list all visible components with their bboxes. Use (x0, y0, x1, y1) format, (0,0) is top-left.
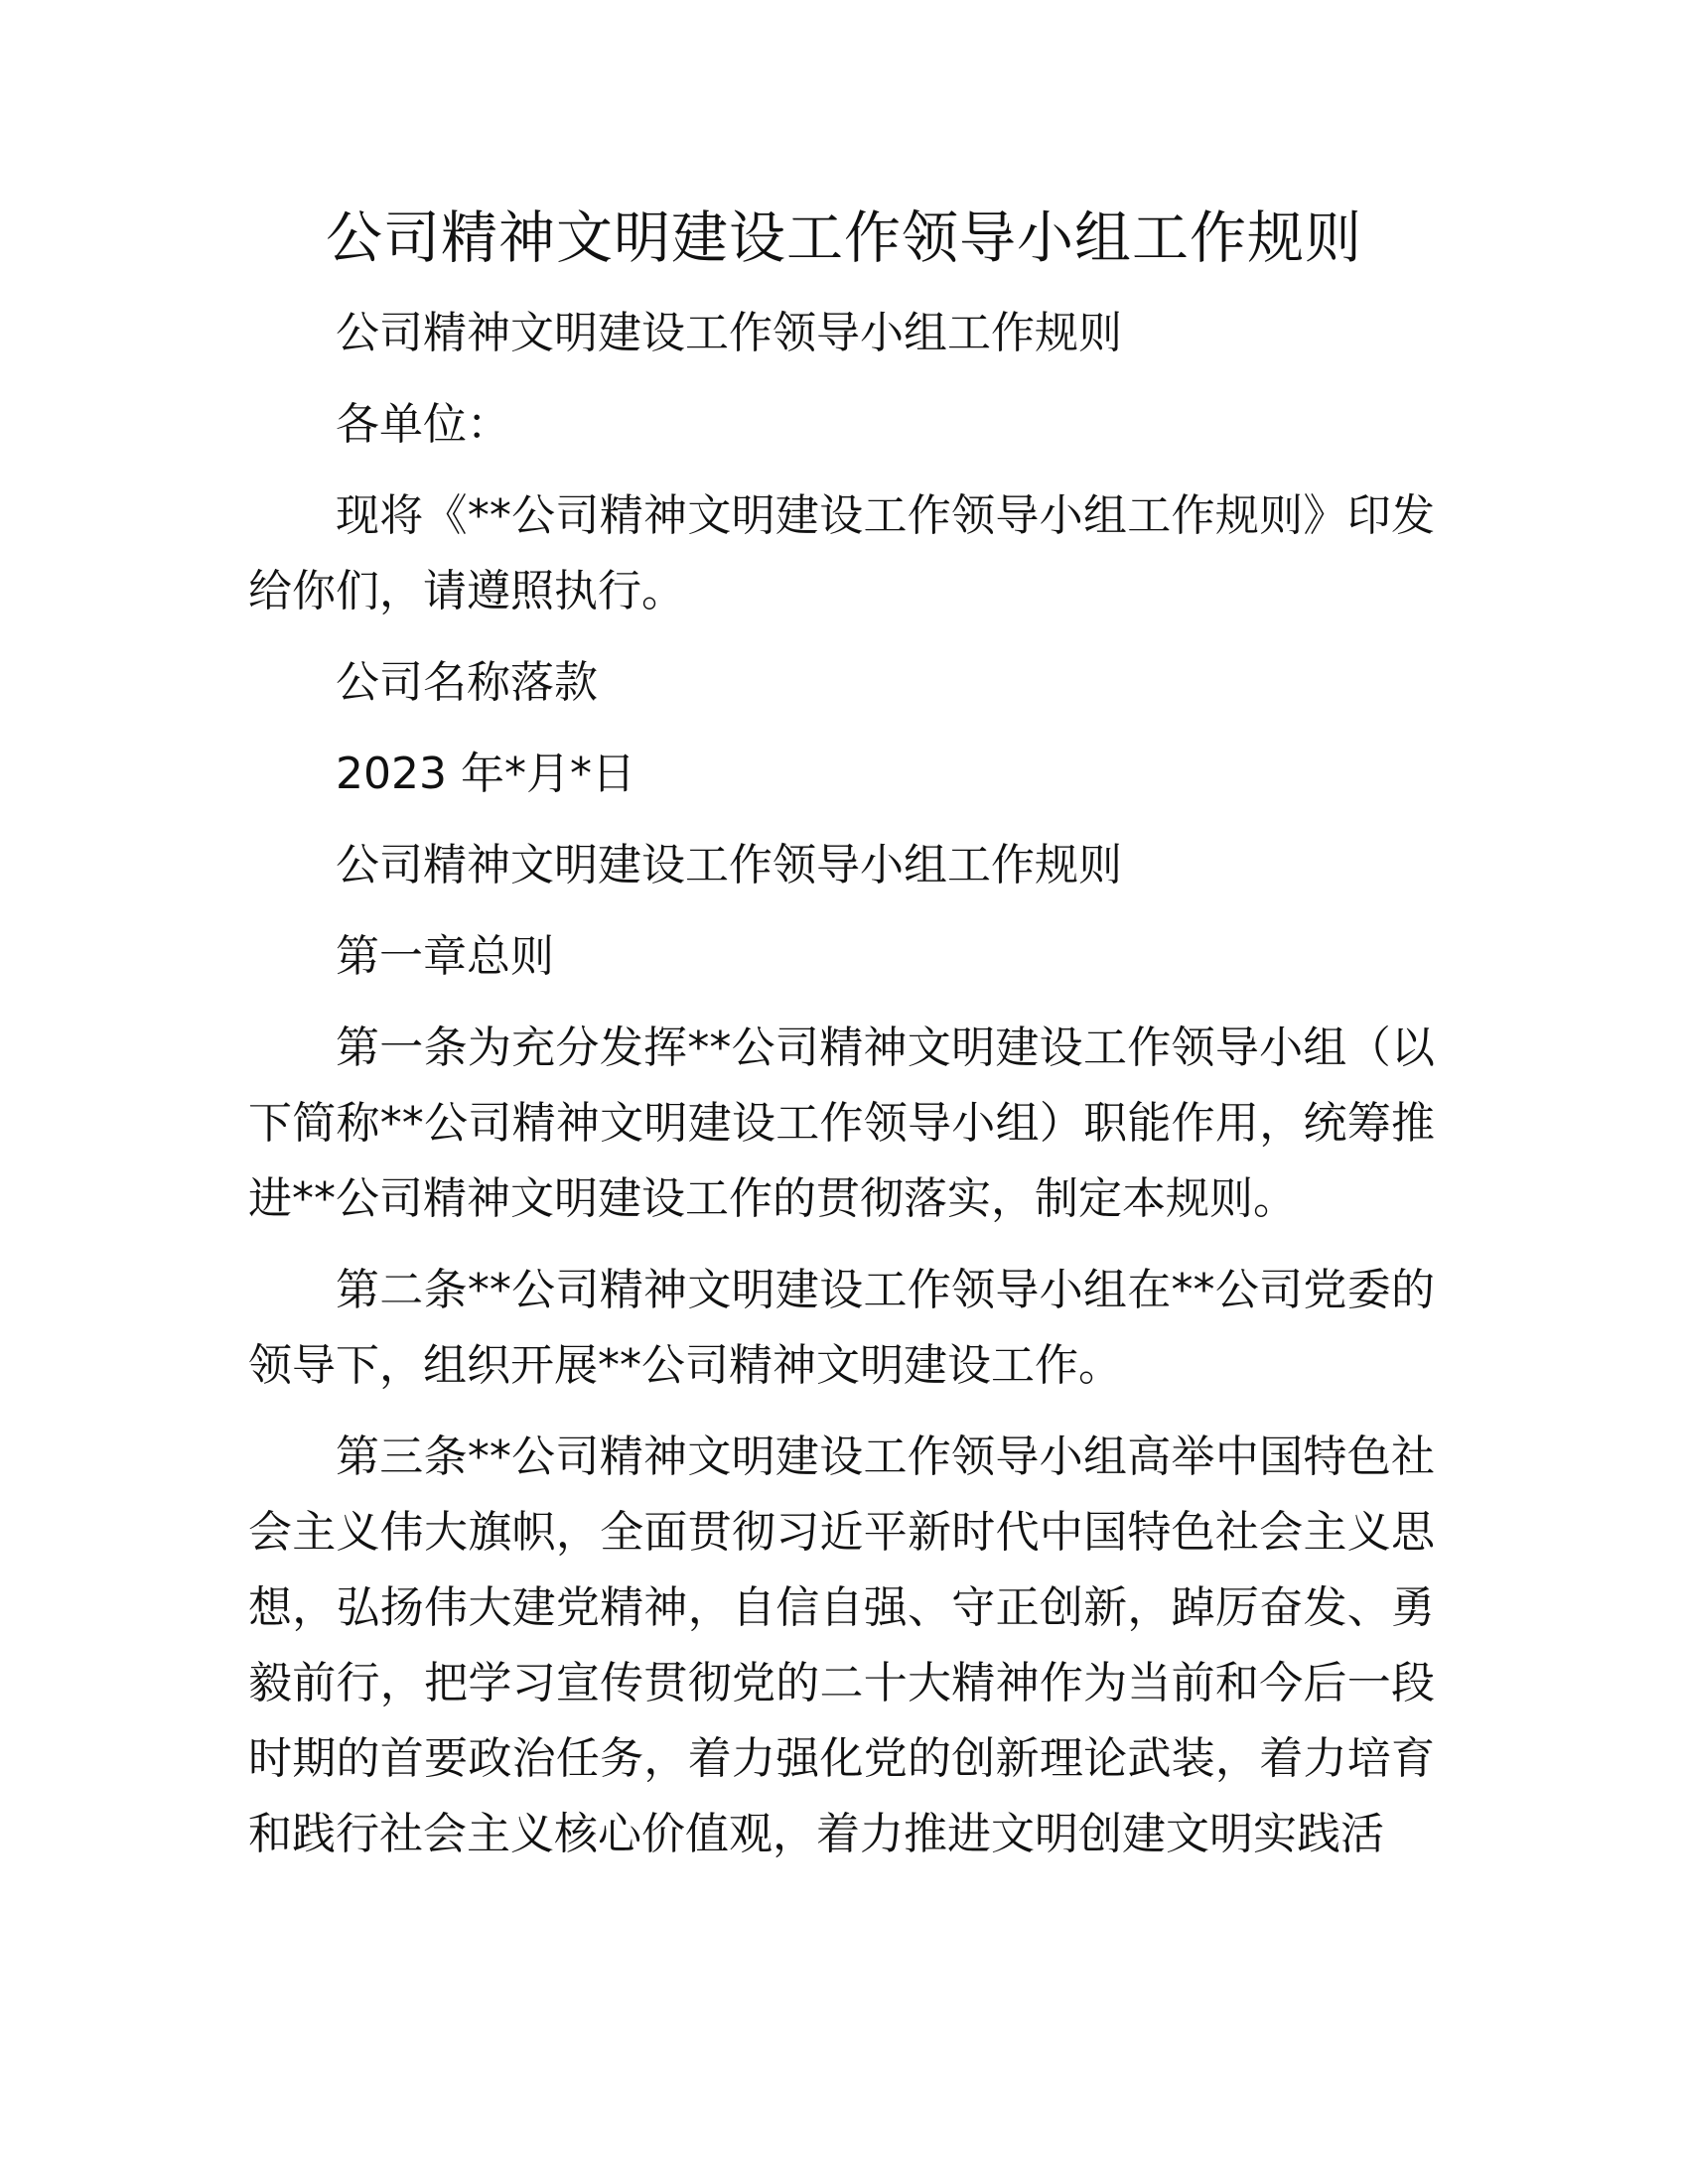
notice-paragraph: 现将《**公司精神文明建设工作领导小组工作规则》印发给你们，请遵照执行。 (248, 490, 1435, 616)
chapter-heading-paragraph: 第一章总则 (336, 931, 554, 982)
article-1-paragraph: 第一条为充分发挥**公司精神文明建设工作领导小组（以下简称**公司精神文明建设工作领导小组）职能作用，统筹推进**公司精神文明建设工作的贯彻落实，制定本规则。 (248, 1023, 1435, 1224)
document-title: 公司精神文明建设工作领导小组工作规则 (326, 205, 1362, 271)
rules-title-paragraph: 公司精神文明建设工作领导小组工作规则 (336, 840, 1122, 890)
subtitle-paragraph: 公司精神文明建设工作领导小组工作规则 (336, 308, 1122, 358)
signature-date-paragraph: 2023 年*月*日 (336, 749, 635, 799)
signature-company-paragraph: 公司名称落款 (336, 657, 598, 708)
salutation-paragraph: 各单位： (336, 399, 510, 450)
document-body (248, 296, 1435, 1888)
article-3-paragraph: 第三条**公司精神文明建设工作领导小组高举中国特色社会主义伟大旗帜，全面贯彻习近平新时代中国特色社会主义思想，弘扬伟大建党精神，自信自强、守正创新，踔厉奋发、勇毅前行，把学习宣传贯彻党的二十大精神作为当前和今后一段时期的首要政治任务，着力强化党的创新理论武装，着力培育和践行社会主义核心价值观，着力推进文明创建文明实践活 (248, 1432, 1435, 1859)
article-2-paragraph: 第二条**公司精神文明建设工作领导小组在**公司党委的领导下，组织开展**公司精神文明建设工作。 (248, 1265, 1435, 1391)
